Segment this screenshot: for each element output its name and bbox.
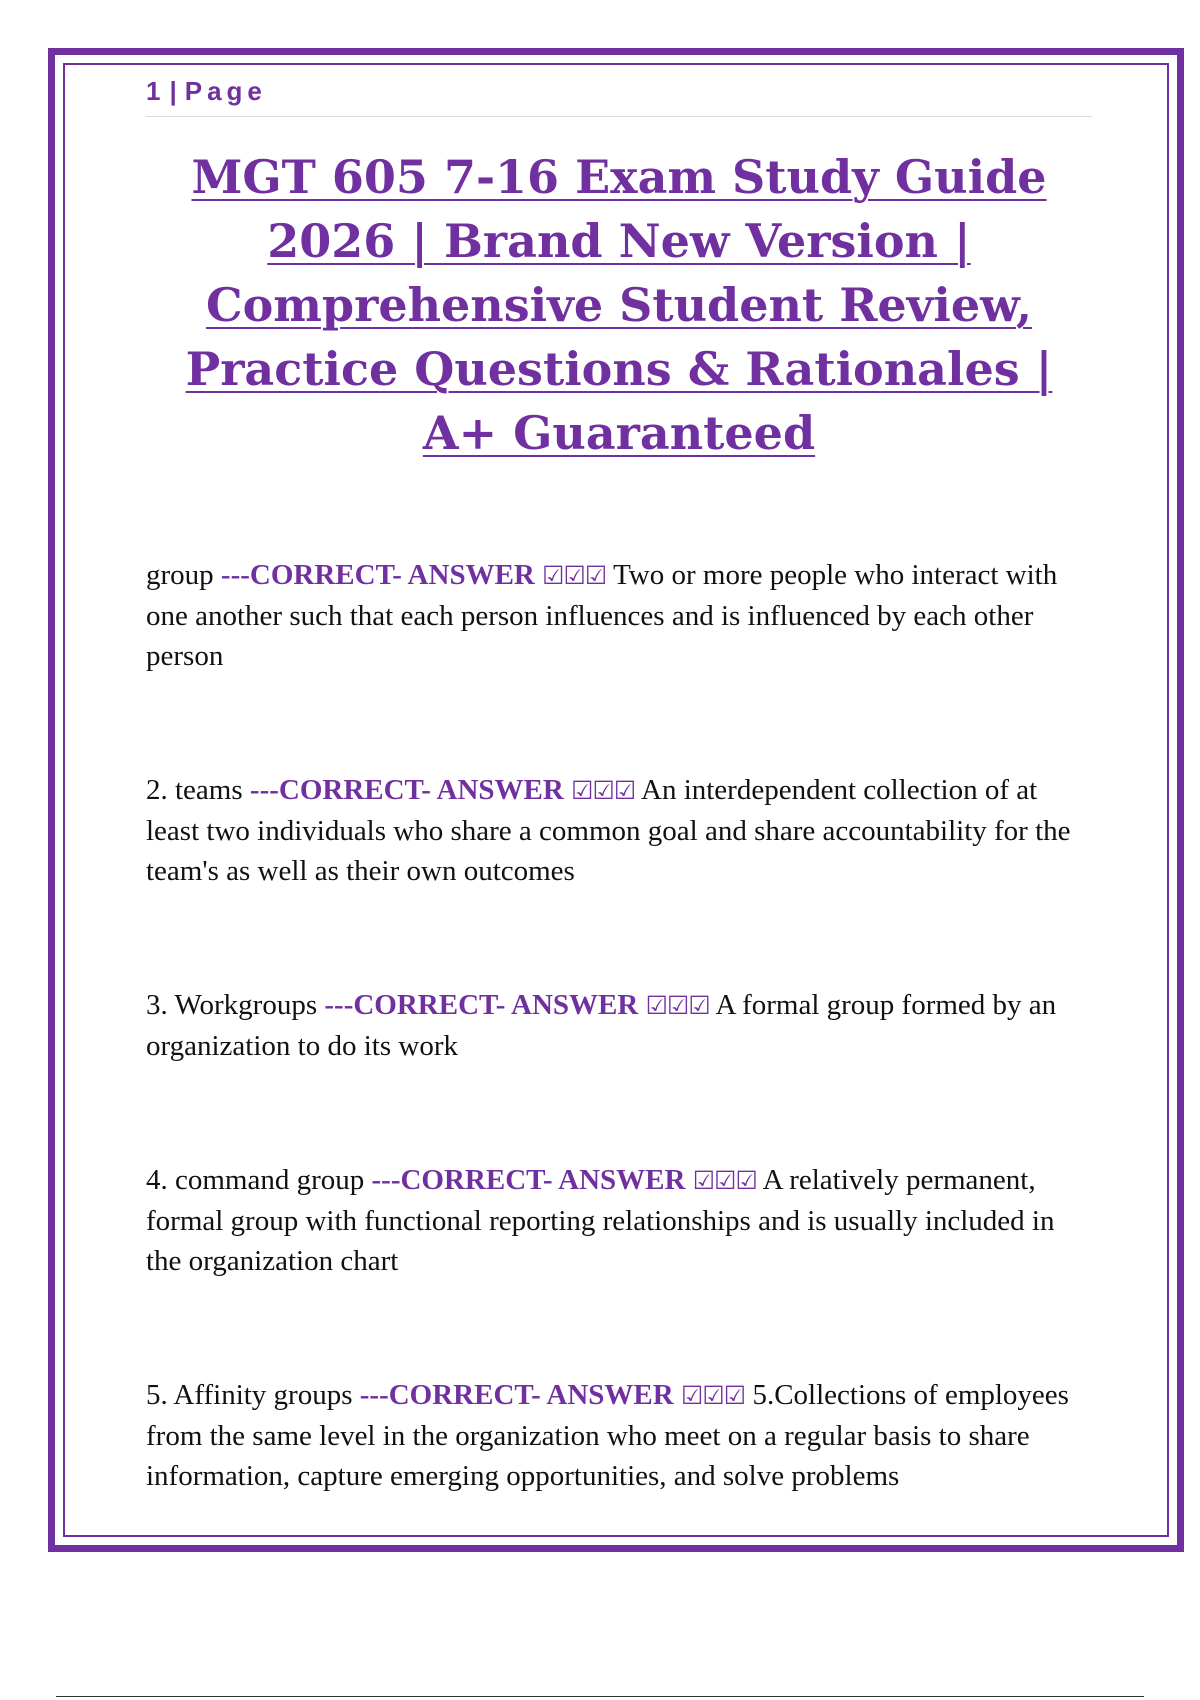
correct-answer-tag: ---CORRECT- ANSWER (249, 774, 564, 806)
qa-list (146, 555, 1092, 1496)
qa-term: 4. command group (146, 1164, 365, 1196)
checkbox-checked-icon: ☑☑☑ (692, 1166, 757, 1195)
qa-term: group (146, 559, 214, 591)
qa-item-affinity-groups (146, 1375, 1092, 1496)
qa-definition: Two or more people who interact with one another such that each person influences and is influenced by each other person (146, 559, 1058, 672)
qa-definition: 5.Collections of employees from the same level in the organization who meet on a regular basis to share information, capture emerging opportunities, and solve problems (146, 1379, 1069, 1492)
page-number: 1 (146, 76, 166, 106)
qa-term: 5. Affinity groups (146, 1379, 353, 1411)
qa-item-workgroups (146, 985, 1092, 1066)
page-header (146, 74, 1092, 117)
footer-rule (56, 1696, 1144, 1697)
qa-item-command-group (146, 1160, 1092, 1281)
qa-term: 2. teams (146, 774, 243, 806)
qa-definition: A formal group formed by an organization to do its work (146, 989, 1057, 1062)
checkbox-checked-icon: ☑☑☑ (571, 776, 636, 805)
checkbox-checked-icon: ☑☑☑ (680, 1381, 746, 1410)
qa-term: 3. Workgroups (146, 989, 318, 1021)
document-title: MGT 605 7-16 Exam Study Guide 2026 | Brand New Version | Comprehensive Student Review, Practice Questions & Rationales | A+ Guaranteed (185, 150, 1053, 460)
page-header-separator: | (169, 76, 177, 106)
page-label: Page (184, 76, 267, 106)
page-content (146, 74, 1092, 1590)
qa-item-teams (146, 770, 1092, 891)
checkbox-checked-icon: ☑☑☑ (542, 561, 607, 590)
correct-answer-tag: ---CORRECT- ANSWER (324, 989, 639, 1021)
correct-answer-tag: ---CORRECT- ANSWER (371, 1164, 686, 1196)
correct-answer-tag: ---CORRECT- ANSWER (359, 1379, 674, 1411)
checkbox-checked-icon: ☑☑☑ (645, 991, 710, 1020)
qa-item-group (146, 555, 1092, 676)
correct-answer-tag: ---CORRECT- ANSWER (220, 559, 535, 591)
qa-definition: A relatively permanent, formal group with functional reporting relationships and is usually included in the organization chart (146, 1164, 1055, 1277)
qa-definition: An interdependent collection of at least two individuals who share a common goal and share accountability for the team's as well as their own outcomes (146, 774, 1071, 887)
